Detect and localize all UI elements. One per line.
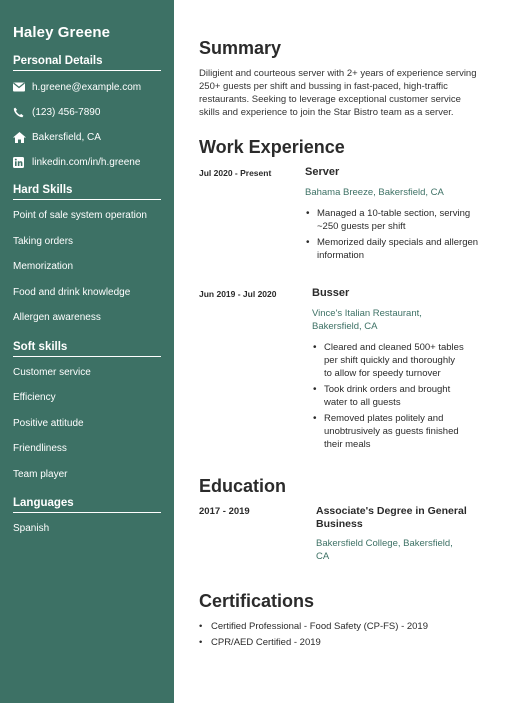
job-entry xyxy=(199,287,481,454)
job-bullets xyxy=(312,341,464,451)
certifications-list xyxy=(199,620,481,649)
soft-skills-heading: Soft skills xyxy=(13,341,161,357)
job-date: Jul 2020 - Present xyxy=(199,168,272,178)
phone-icon xyxy=(13,105,27,119)
education-date: 2017 - 2019 xyxy=(199,506,250,517)
education-degree: Associate's Degree in General Business xyxy=(316,505,467,530)
soft-skill-item: Positive attitude xyxy=(13,417,84,429)
sidebar xyxy=(0,0,174,703)
contact-email[interactable] xyxy=(13,80,161,94)
language-item: Spanish xyxy=(13,523,50,534)
languages-heading: Languages xyxy=(13,497,161,513)
candidate-name: Haley Greene xyxy=(13,24,111,41)
job-bullet: • Memorized daily specials and allergen information xyxy=(305,236,481,262)
hard-skill-item: Allergen awareness xyxy=(13,312,101,323)
contact-linkedin-text: linkedin.com/in/h.greene xyxy=(32,156,141,168)
education-entry xyxy=(199,505,481,563)
job-bullet: • Cleared and cleaned 500+ tables per shift quickly and thoroughly to allow for speedy turnover xyxy=(312,341,464,380)
job-entry xyxy=(199,166,481,265)
contact-location xyxy=(13,130,161,144)
job-employer: Vince's Italian Restaurant, Bakersfield, CA xyxy=(312,308,422,332)
contact-linkedin[interactable] xyxy=(13,155,161,169)
contact-location-text: Bakersfield, CA xyxy=(32,131,101,143)
contact-phone-text: (123) 456-7890 xyxy=(32,106,101,118)
soft-skill-item: Team player xyxy=(13,468,68,480)
home-icon xyxy=(13,130,27,144)
linkedin-icon xyxy=(13,155,27,169)
hard-skill-item: Taking orders xyxy=(13,235,74,247)
job-title: Server xyxy=(305,166,340,178)
main-content xyxy=(199,38,481,652)
contact-phone[interactable] xyxy=(13,105,161,119)
hard-skill-item: Food and drink knowledge xyxy=(13,286,131,298)
soft-skill-item: Efficiency xyxy=(13,392,56,403)
job-date: Jun 2019 - Jul 2020 xyxy=(199,289,277,299)
email-icon xyxy=(13,80,27,94)
soft-skill-item: Friendliness xyxy=(13,443,67,454)
summary-text: Diligient and courteous server with 2+ years of experience serving 250+ guests per shift and bussing in fast-paced, high-traffic restaurants. Seeking to leverage exceptional customer service skills and experience to join the Star Bistro team as a server. xyxy=(199,68,477,118)
education-heading: Education xyxy=(199,476,287,496)
job-title: Busser xyxy=(312,287,350,299)
hard-skill-item: Memorization xyxy=(13,261,74,272)
work-experience-heading: Work Experience xyxy=(199,137,345,157)
certification-item: • CPR/AED Certified - 2019 xyxy=(199,636,481,649)
education-school: Bakersfield College, Bakersfield, CA xyxy=(316,538,453,562)
soft-skill-item: Customer service xyxy=(13,366,91,378)
job-bullets xyxy=(305,207,481,262)
certification-item: • Certified Professional - Food Safety (CP-FS) - 2019 xyxy=(199,620,481,633)
hard-skill-item: Point of sale system operation xyxy=(13,210,147,221)
contact-email-text: h.greene@example.com xyxy=(32,81,142,93)
summary-heading: Summary xyxy=(199,38,282,58)
job-employer: Bahama Breeze, Bakersfield, CA xyxy=(305,187,444,198)
job-bullet: • Managed a 10-table section, serving ~250 guests per shift xyxy=(305,207,481,233)
personal-details-heading: Personal Details xyxy=(13,55,161,71)
certifications-heading: Certifications xyxy=(199,591,315,611)
hard-skills-heading: Hard Skills xyxy=(13,184,161,200)
job-bullet: • Took drink orders and brought water to all guests xyxy=(312,383,464,409)
job-bullet: • Removed plates politely and unobtrusively as guests finished their meals xyxy=(312,412,464,451)
